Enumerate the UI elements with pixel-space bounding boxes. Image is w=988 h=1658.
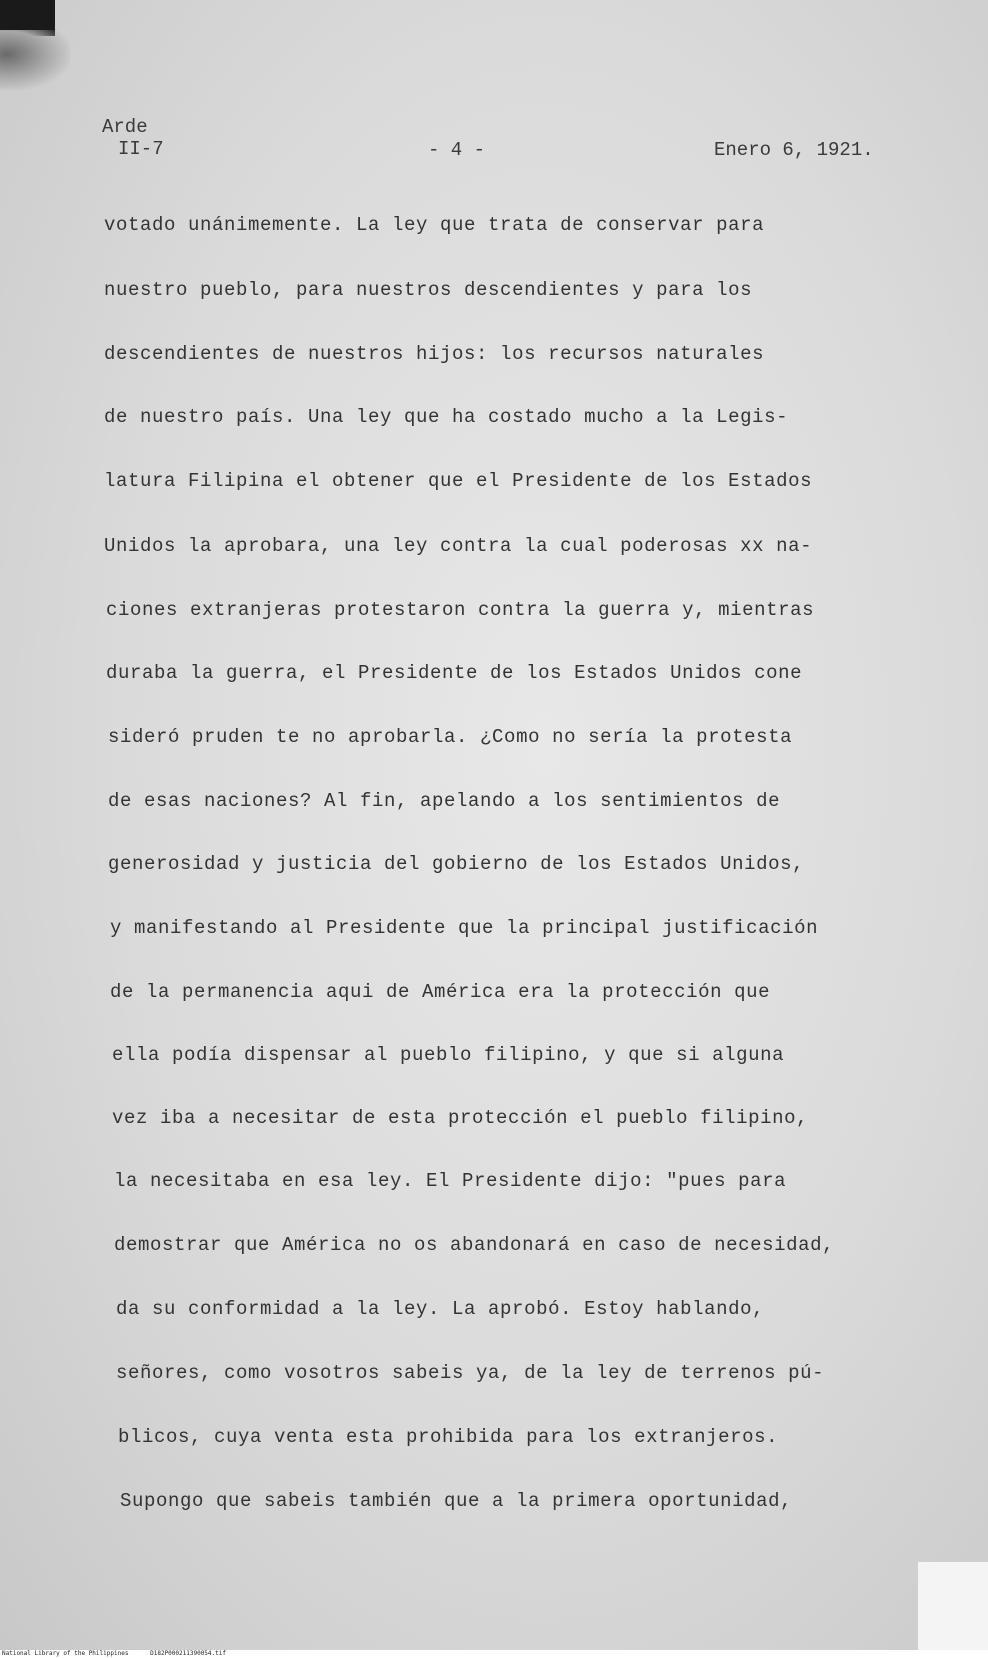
body-line-19: señores, como vosotros sabeis ya, de la ley de terrenos pú-: [116, 1362, 825, 1384]
scan-footer: [2, 1650, 226, 1657]
body-line-11: generosidad y justicia del gobierno de los Estados Unidos,: [108, 853, 805, 875]
page-number: - 4 -: [428, 139, 486, 161]
body-line-8: duraba la guerra, el Presidente de los Estados Unidos cone: [106, 662, 803, 684]
scan-corner-patch: [918, 1562, 988, 1650]
body-line-7: ciones extranjeras protestaron contra la guerra y, mientras: [106, 599, 815, 621]
footer-file: D182P000211390054.tif: [150, 1650, 226, 1657]
body-line-3: descendientes de nuestros hijos: los recursos naturales: [104, 343, 765, 365]
body-line-21: Supongo que sabeis también que a la primera oportunidad,: [120, 1490, 793, 1512]
footer-library: National Library of the Philippines: [2, 1650, 129, 1657]
body-line-1: votado unánimemente. La ley que trata de conservar para: [104, 214, 765, 236]
body-line-17: demostrar que América no os abandonará en caso de necesidad,: [114, 1234, 835, 1256]
body-line-10: de esas naciones? Al fin, apelando a los sentimientos de: [108, 790, 781, 812]
body-line-4: de nuestro país. Una ley que ha costado mucho a la Legis-: [104, 406, 789, 428]
body-line-6: Unidos la aprobara, una ley contra la cual poderosas xx na-: [104, 535, 813, 557]
header-name: Arde: [102, 116, 148, 138]
body-line-18: da su conformidad a la ley. La aprobó. Estoy hablando,: [116, 1298, 765, 1320]
body-line-9: sideró pruden te no aprobarla. ¿Como no sería la protesta: [108, 726, 793, 748]
body-line-16: la necesitaba en esa ley. El Presidente dijo: "pues para: [114, 1170, 787, 1192]
body-line-13: de la permanencia aqui de América era la protección que: [110, 981, 771, 1003]
body-line-2: nuestro pueblo, para nuestros descendientes y para los: [104, 279, 753, 301]
header-date: Enero 6, 1921.: [714, 139, 874, 161]
header-code: II-7: [118, 138, 164, 160]
body-line-15: vez iba a necesitar de esta protección el pueblo filipino,: [112, 1107, 809, 1129]
body-line-12: y manifestando al Presidente que la principal justificación: [110, 917, 819, 939]
body-line-14: ella podía dispensar al pueblo filipino, y que si alguna: [112, 1044, 785, 1066]
body-line-20: blicos, cuya venta esta prohibida para los extranjeros.: [118, 1426, 779, 1448]
body-line-5: latura Filipina el obtener que el Presidente de los Estados: [104, 470, 813, 492]
